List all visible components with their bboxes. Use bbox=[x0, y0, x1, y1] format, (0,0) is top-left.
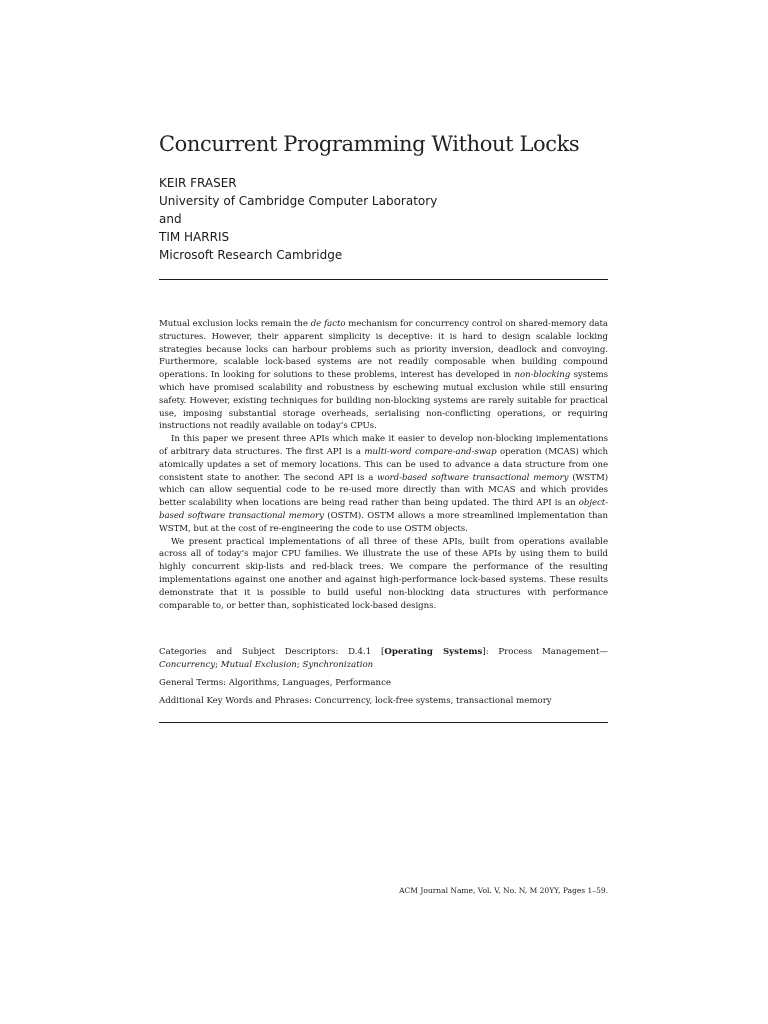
additional-keywords: Additional Key Words and Phrases: Concurrency, lock-free systems, transactional memory bbox=[159, 696, 552, 706]
categories-bold: Operating Systems bbox=[384, 647, 483, 657]
journal-footer: ACM Journal Name, Vol. V, No. N, M 20YY, Pages 1–59. bbox=[399, 886, 608, 895]
top-rule bbox=[159, 279, 608, 280]
author-affiliation: Microsoft Research Cambridge bbox=[159, 248, 343, 262]
abstract-text: systems which have promised scalability and robustness by eschewing mutual exclusion while still ensuring safety. However, existing techniques for building non-blocking systems are rarely suitable for practical use, imposing substantial storage overheads, serialising non-conflicting operations, or requiring instructions not readily available on today’s CPUs. bbox=[159, 370, 608, 432]
abstract-text: operation (MCAS) which atomically updates a set of memory locations. This can be used to advance a data structure from one consistent state to another. The second API is a bbox=[159, 446, 609, 483]
author-affiliation: University of Cambridge Computer Laboratory bbox=[159, 194, 438, 208]
categories-descriptors bbox=[159, 646, 608, 672]
author-name: KEIR FRASER bbox=[159, 176, 237, 190]
author-block bbox=[159, 174, 608, 264]
abstract-emphasis: de facto bbox=[310, 319, 346, 329]
abstract-text: (WSTM) which can allow sequential code to be re-used more directly than with MCAS and which provides better scalability when locations are being read rather than being updated. The third API is an bbox=[159, 472, 608, 509]
author-conjunction: and bbox=[159, 212, 182, 226]
abstract-paragraph bbox=[159, 318, 608, 433]
categories-text: Categories and Subject Descriptors: D.4.1 [ bbox=[159, 647, 385, 657]
categories-emphasis: Synchronization bbox=[302, 659, 374, 670]
abstract-emphasis: word-based software transactional memory bbox=[377, 472, 569, 483]
categories-emphasis: Concurrency bbox=[159, 659, 216, 670]
abstract-paragraph: We present practical implementations of all three of these APIs, built from operations available across all of today’s major CPU families. We illustrate the use of these APIs by using them to build highly concurrent skip-lists and red-black trees. We compare the performance of the resulting implementations against one another and against high-performance lock-based systems. These results demonstrate that it is possible to build useful non-blocking data structures with performance comparable to, or better than, sophisticated lock-based designs. bbox=[159, 536, 608, 611]
abstract-text: In this paper we present three APIs which make it easier to develop non-blocking implementations of arbitrary data structures. The first API is a bbox=[159, 434, 608, 457]
categories-text: ]: Process Management— bbox=[482, 647, 608, 657]
author-name: TIM HARRIS bbox=[159, 230, 230, 244]
abstract-paragraph bbox=[159, 433, 608, 535]
abstract bbox=[159, 318, 608, 612]
categories-separator: ; bbox=[296, 659, 303, 670]
general-terms: General Terms: Algorithms, Languages, Performance bbox=[159, 678, 391, 688]
paper-title: Concurrent Programming Without Locks bbox=[159, 132, 580, 156]
abstract-text: mechanism for concurrency control on shared-memory data structures. However, their apparent simplicity is deceptive: it is hard to design scalable locking strategies because locks can harbour problems such as priority inversion, deadlock and convoying. Furthermore, scalable lock-based systems are not readily composable when building compound operations. In looking for solutions to these problems, interest has developed in bbox=[159, 319, 608, 381]
categories-separator: ; bbox=[215, 659, 221, 670]
abstract-text: (OSTM). OSTM allows a more streamlined implementation than WSTM, but at the cost of re-engineering the code to use OSTM objects. bbox=[159, 510, 608, 534]
abstract-emphasis: multi-word compare-and-swap bbox=[364, 446, 497, 457]
bottom-rule bbox=[159, 722, 608, 723]
abstract-text: Mutual exclusion locks remain the bbox=[159, 319, 311, 329]
abstract-emphasis: non-blocking bbox=[514, 370, 571, 381]
abstract-emphasis: object-based software transactional memory bbox=[159, 498, 608, 521]
categories-emphasis: Mutual Exclusion bbox=[220, 659, 297, 670]
